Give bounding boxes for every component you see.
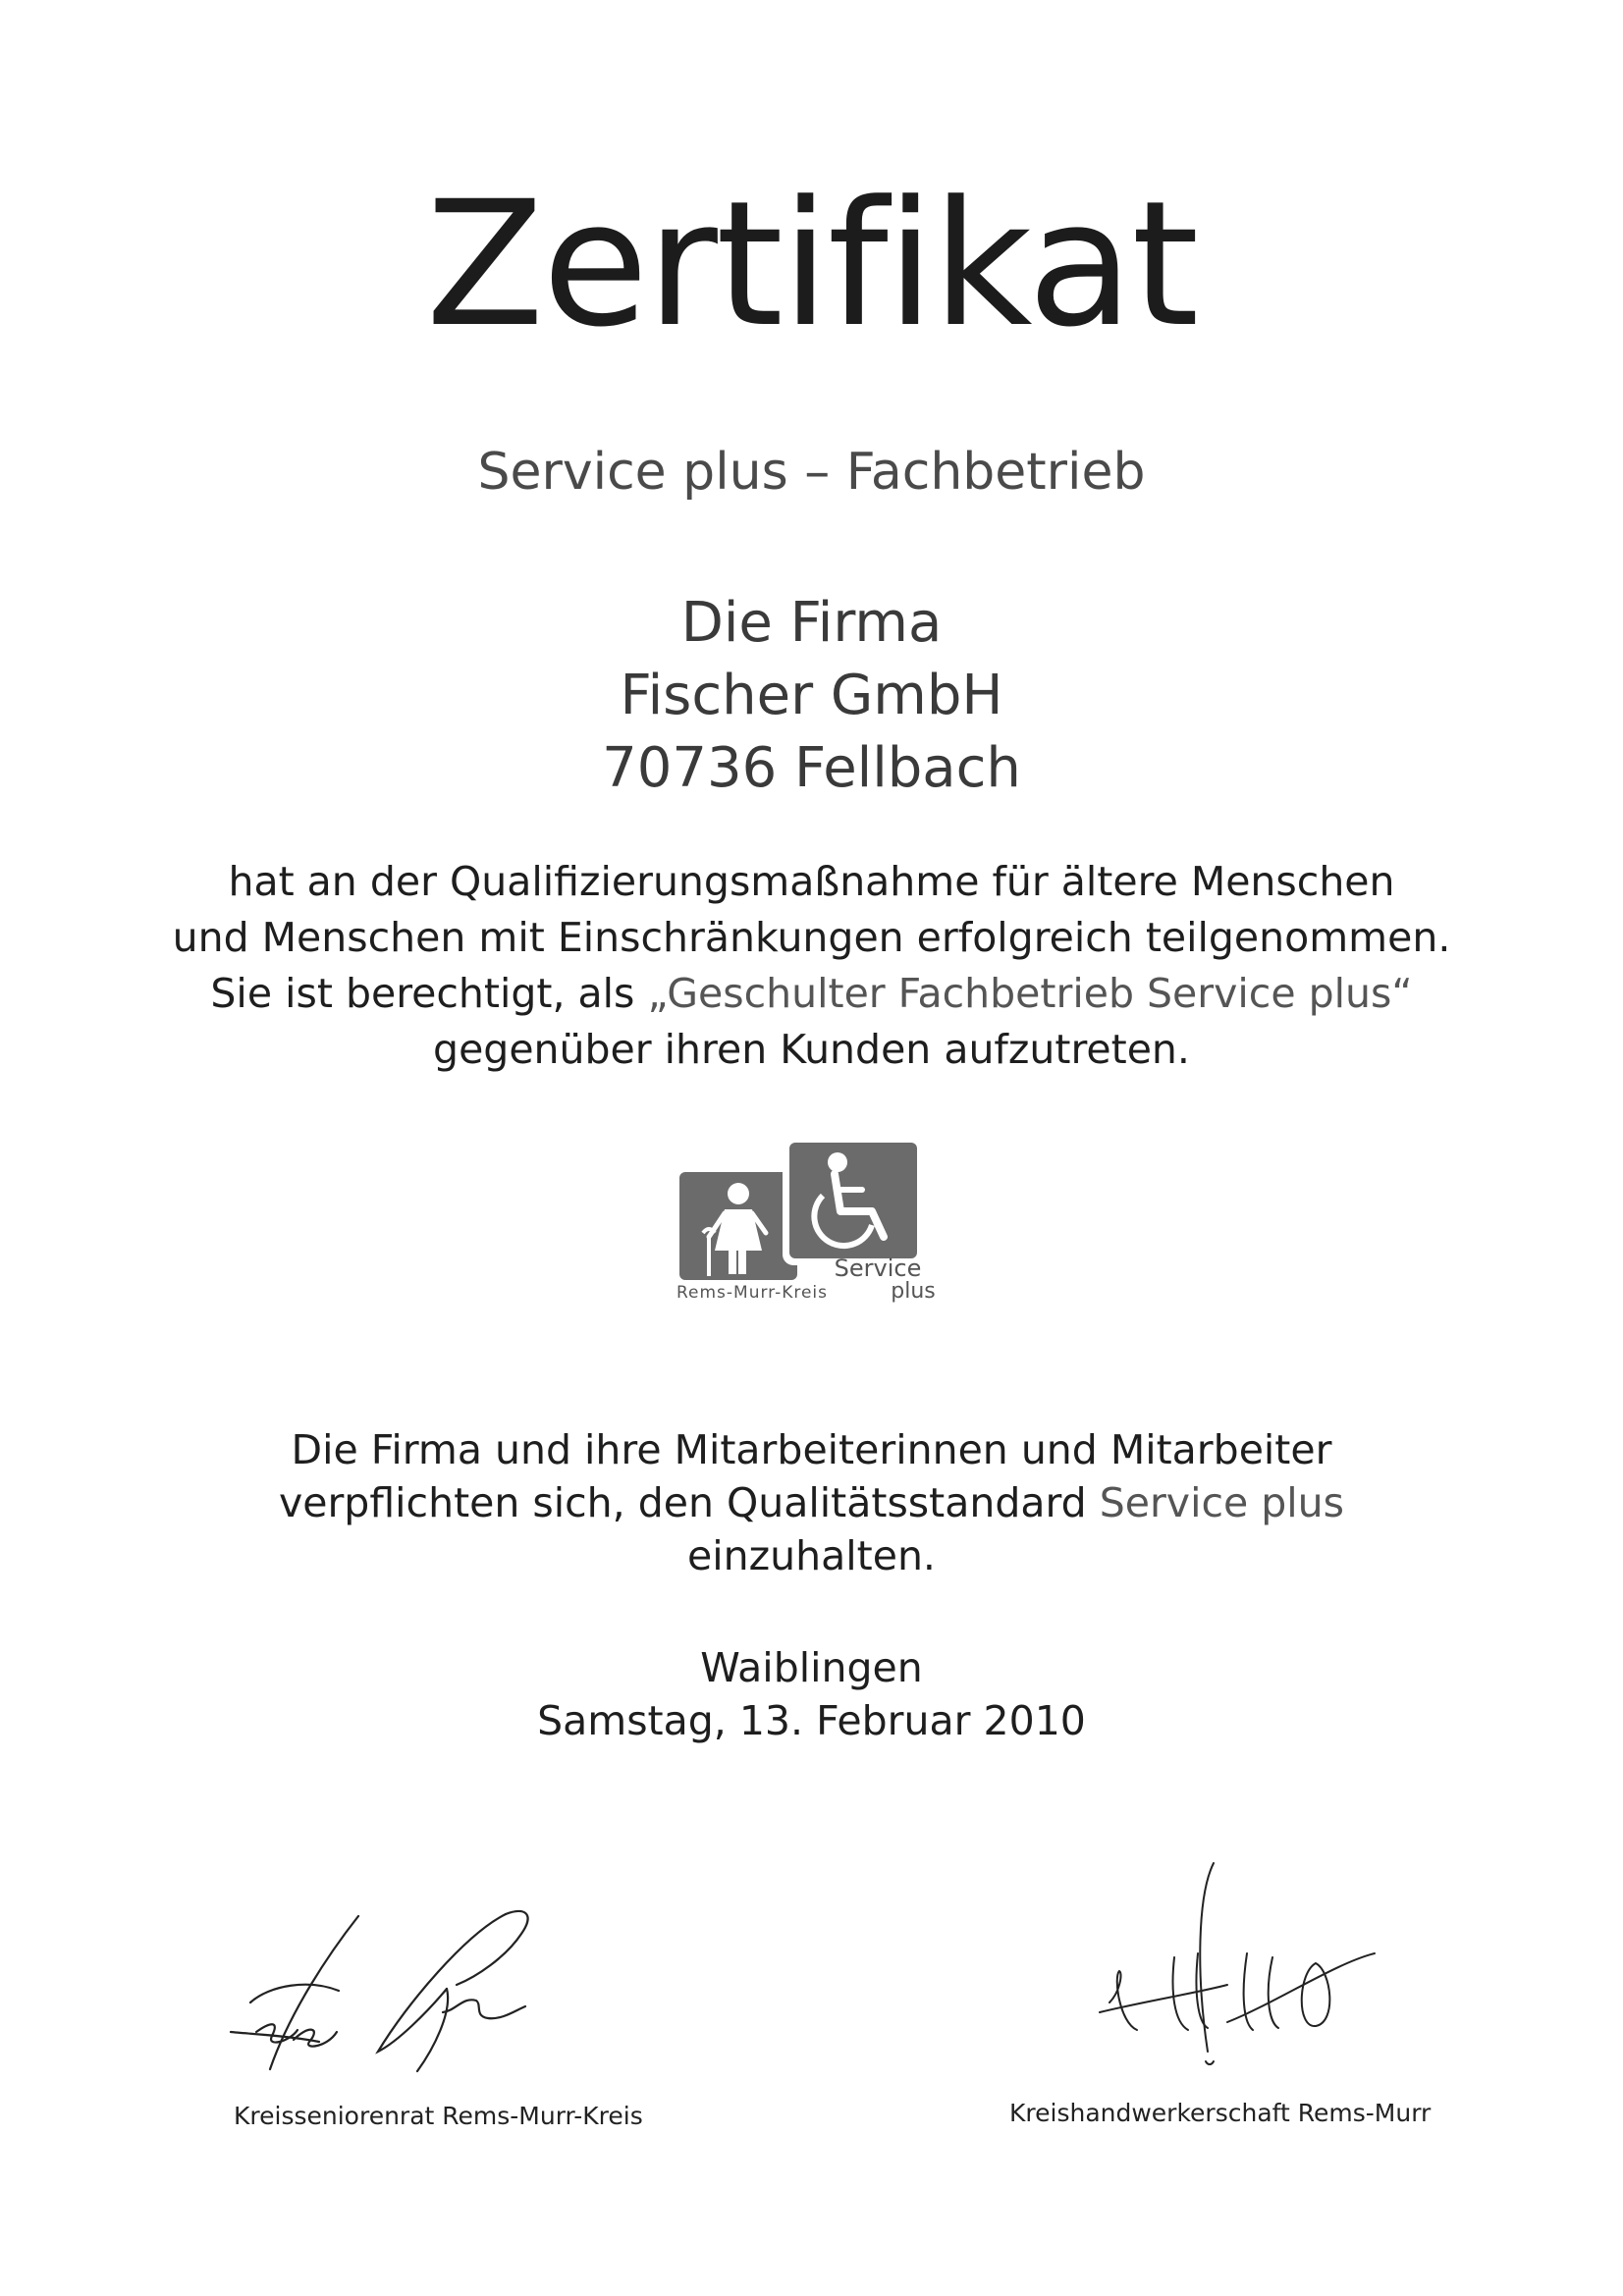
wheelchair-icon — [785, 1139, 921, 1262]
commitment-line-1: Die Firma und ihre Mitarbeiterinnen und Mitarbeiter — [291, 1426, 1332, 1473]
signature-right-label: Kreishandwerkerschaft Rems-Murr — [1009, 2099, 1432, 2127]
logo-service-text: Service — [834, 1255, 922, 1282]
place-date-block — [0, 1641, 1623, 1747]
qualification-line-3 — [0, 966, 1623, 1022]
qualification-line-4: gegenüber ihren Kunden aufzutreten. — [433, 1026, 1190, 1073]
elderly-person-with-cane-icon — [679, 1172, 797, 1280]
qualification-paragraph — [0, 854, 1623, 1078]
qualification-line-1: hat an der Qualifizierungsmaßnahme für ältere Menschen — [228, 858, 1395, 905]
commitment-line-2-prefix: verpflichten sich, den Qualitätsstandard — [278, 1479, 1100, 1526]
qualification-highlight: „Geschulter Fachbetrieb Service plus“ — [647, 970, 1413, 1017]
place: Waiblingen — [700, 1644, 923, 1691]
firm-name: Fischer GmbH — [620, 664, 1003, 727]
signature-left — [211, 1895, 574, 2091]
commitment-line-3: einzuhalten. — [687, 1532, 936, 1579]
commitment-paragraph — [0, 1423, 1623, 1582]
qualification-line-2: und Menschen mit Einschränkungen erfolgreich teilgenommen. — [172, 914, 1451, 961]
commitment-highlight: Service plus — [1099, 1479, 1345, 1526]
firm-block — [0, 587, 1623, 805]
firm-city: 70736 Fellbach — [602, 736, 1021, 800]
service-plus-logo — [676, 1135, 970, 1321]
commitment-line-2 — [0, 1476, 1623, 1529]
date: Samstag, 13. Februar 2010 — [537, 1697, 1086, 1744]
signature-right — [1080, 1855, 1394, 2081]
signature-left-label: Kreisseniorenrat Rems-Murr-Kreis — [234, 2102, 643, 2130]
logo-plus-text: plus — [891, 1279, 936, 1304]
firm-intro: Die Firma — [680, 591, 943, 655]
certificate-title: Zertifikat — [425, 164, 1198, 365]
qualification-line-3-prefix: Sie ist berechtigt, als — [210, 970, 648, 1017]
logo-region-text: Rems-Murr-Kreis — [676, 1283, 829, 1303]
certificate-subtitle: Service plus – Fachbetrieb — [477, 443, 1146, 502]
